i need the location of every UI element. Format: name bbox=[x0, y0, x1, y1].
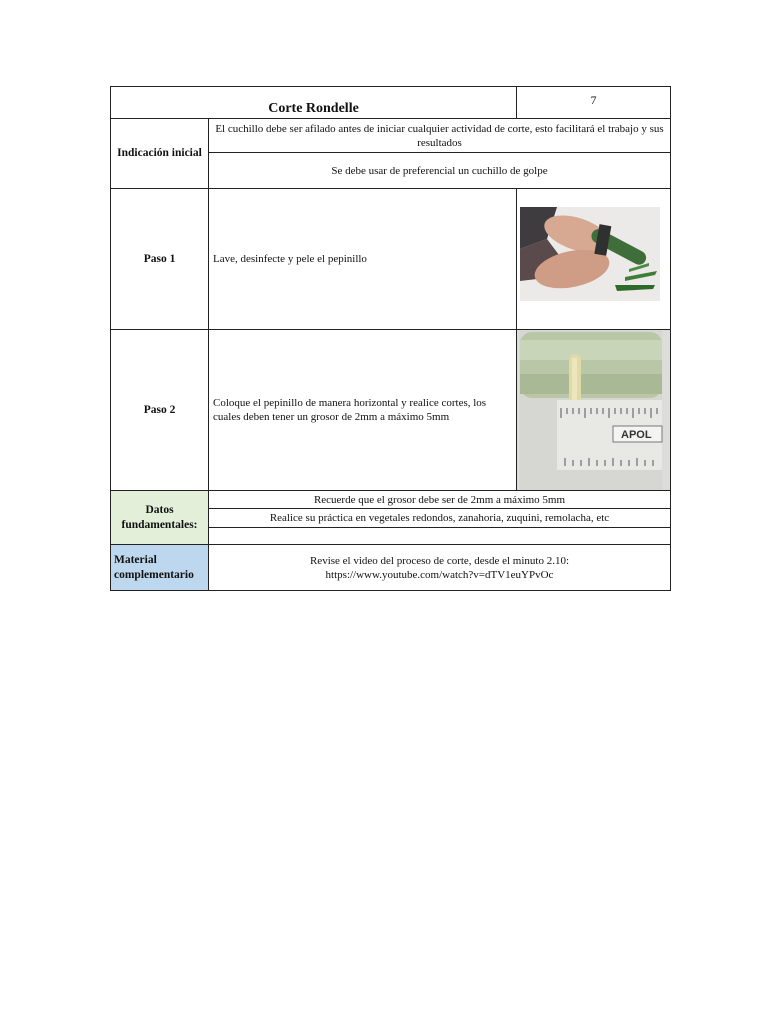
material-text bbox=[209, 545, 671, 591]
step-1-label: Paso 1 bbox=[111, 189, 209, 330]
initial-text-1: El cuchillo debe ser afilado antes de iniciar cualquier actividad de corte, esto facilitará el trabajo y sus resultados bbox=[209, 119, 671, 153]
peeling-photo bbox=[517, 189, 671, 329]
sheet-title: Corte Rondelle bbox=[111, 87, 517, 119]
cucumber-ruler-photo bbox=[517, 330, 671, 490]
fundamentals-line-3 bbox=[209, 528, 671, 545]
ruler-brand: APOL bbox=[621, 429, 652, 441]
step-2-label: Paso 2 bbox=[111, 330, 209, 491]
fundamentals-line-2: Realice su práctica en vegetales redondos, zanahoria, zuquini, remolacha, etc bbox=[209, 509, 671, 528]
sheet-number: 7 bbox=[517, 87, 671, 119]
step-2-text: Coloque el pepinillo de manera horizontal y realice cortes, los cuales deben tener un grosor de 2mm a máximo 5mm bbox=[209, 330, 517, 491]
initial-text-2: Se debe usar de preferencial un cuchillo de golpe bbox=[209, 153, 671, 189]
material-label: Material complementario bbox=[111, 545, 209, 591]
instruction-sheet bbox=[110, 86, 671, 591]
step-1-text: Lave, desinfecte y pele el pepinillo bbox=[209, 189, 517, 330]
fundamentals-label: Datos fundamentales: bbox=[111, 491, 209, 545]
fundamentals-line-1: Recuerde que el grosor debe ser de 2mm a máximo 5mm bbox=[209, 491, 671, 509]
material-line-1: Revise el video del proceso de corte, desde el minuto 2.10: bbox=[309, 554, 570, 567]
initial-label: Indicación inicial bbox=[111, 119, 209, 189]
material-link[interactable]: https://www.youtube.com/watch?v=dTV1euYPvOc bbox=[325, 568, 554, 581]
step-2-photo bbox=[517, 330, 671, 491]
step-1-photo bbox=[517, 189, 671, 330]
